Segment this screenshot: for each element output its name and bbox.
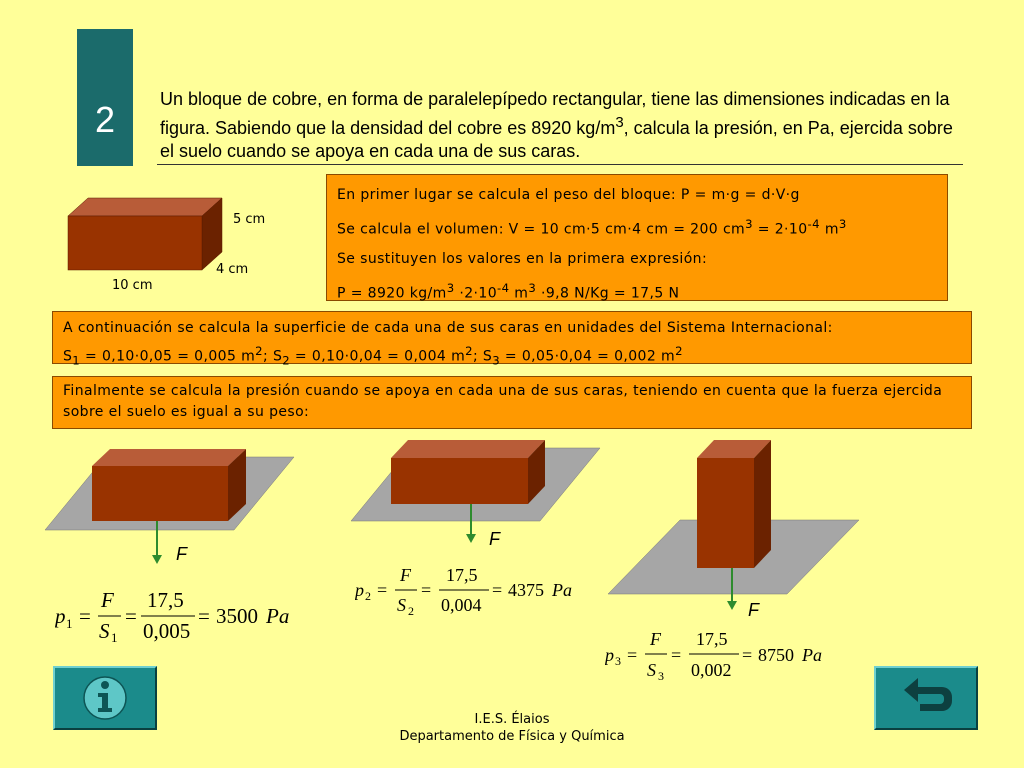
force-label-3: F <box>748 600 759 620</box>
svg-text:=: = <box>421 580 432 600</box>
problem-statement: Un bloque de cobre, en forma de paralelepípedo rectangular, tiene las dimensiones indicadas en la figura. Sabiendo que la densidad del cobre es 8920 $kg/m^3$, calcula la presión, en Pa, ejercida sobre el suelo cuando se apoya en cada una de sus caras. <box>160 89 953 161</box>
svg-text:=: = <box>377 580 388 600</box>
value-numerator: 17,5 <box>446 565 478 585</box>
step1-line2: Se calcula el volumen: V = 10 cm·5 cm·4 cm = 200 $cm^3 = 2\cdot 10^{-4}$ $m^3$ <box>337 217 847 238</box>
surface-subscript: 1 <box>111 630 118 645</box>
brick-side-face <box>754 440 771 568</box>
pressure-formula-3 <box>605 623 855 685</box>
value-numerator: 17,5 <box>147 588 184 612</box>
dimension-height: 5 cm <box>233 212 266 227</box>
pressure-subscript: 2 <box>365 589 371 603</box>
svg-text:=: = <box>492 580 503 600</box>
pressure-subscript: 3 <box>615 654 621 668</box>
surface-denominator: S <box>397 595 406 615</box>
pressure-result: 8750 <box>758 645 794 665</box>
pressure-unit: Pa <box>802 645 822 665</box>
scene-3-brick-on-plane <box>605 436 865 616</box>
pressure-result: 3500 <box>216 604 258 628</box>
force-arrow-head <box>466 534 476 543</box>
step2-line1: A continuación se calcula la superficie de cada una de sus caras en unidades del Sistema Internacional: <box>63 320 833 336</box>
problem-number: 2 <box>94 99 116 140</box>
pressure-formula-1 <box>55 585 315 649</box>
pressure-intro-box <box>52 376 972 429</box>
info-icon <box>55 668 155 728</box>
brick-dimensions-figure <box>60 192 260 292</box>
brick-front-face <box>697 458 754 568</box>
divider <box>157 164 963 165</box>
surface-calculation-box <box>52 311 972 368</box>
pressure-unit: Pa <box>266 604 290 628</box>
svg-text:=: = <box>125 604 137 628</box>
force-arrow-head <box>152 555 162 564</box>
step1-line3: Se sustituyen los valores en la primera expresión: <box>337 250 708 267</box>
pressure-subscript: 1 <box>66 616 73 631</box>
footer-department: Departamento de Física y Química <box>399 729 625 744</box>
brick-top-face <box>92 449 246 466</box>
pressure-symbol: p <box>355 580 364 600</box>
svg-text:=: = <box>742 645 753 665</box>
svg-text:=: = <box>79 604 91 628</box>
surface-subscript: 2 <box>408 604 414 618</box>
brick-top-face <box>391 440 545 458</box>
svg-text:=: = <box>198 604 210 628</box>
brick-front-face <box>391 458 528 504</box>
brick-front-face <box>68 216 202 270</box>
force-arrow-head <box>727 601 737 610</box>
pressure-result: 4375 <box>508 580 544 600</box>
pressure-symbol: p <box>55 604 66 628</box>
force-numerator: F <box>650 629 661 649</box>
dimension-depth: 4 cm <box>216 262 249 277</box>
value-denominator: 0,002 <box>691 660 732 680</box>
pressure-formula-2 <box>355 560 605 622</box>
return-arrow-icon <box>876 668 976 728</box>
surface-subscript: 3 <box>658 669 664 683</box>
step1-line1: En primer lugar se calcula el peso del bloque: P = m·g = d·V·g <box>337 187 800 203</box>
force-label-1: F <box>176 544 187 564</box>
force-numerator: F <box>400 565 411 585</box>
problem-number-badge <box>77 29 133 166</box>
force-numerator: F <box>101 588 114 612</box>
svg-text:=: = <box>627 645 638 665</box>
brick-front-face <box>92 466 228 521</box>
back-button[interactable] <box>874 666 978 730</box>
info-button[interactable] <box>53 666 157 730</box>
surface-denominator: S <box>99 619 110 643</box>
svg-text:=: = <box>671 645 682 665</box>
pressure-unit: Pa <box>552 580 572 600</box>
footer-school: I.E.S. Élaios <box>474 712 550 727</box>
dimension-length: 10 cm <box>112 278 153 293</box>
scene-2-brick-on-plane <box>348 436 608 551</box>
force-label-2: F <box>489 529 500 549</box>
pressure-symbol: p <box>605 645 614 665</box>
value-numerator: 17,5 <box>696 629 728 649</box>
weight-calculation-box <box>326 174 948 301</box>
step1-line4: P = 8920 $kg/m^3 \cdot 2\cdot 10^{-4}$ $m^3 \cdot 9,8$ N/Kg = 17,5 N <box>337 280 680 302</box>
value-denominator: 0,004 <box>441 595 482 615</box>
step2-line2: $S_1 = 0,10\cdot 0,05 = 0,005$ $m^2$; $S_2 = 0,10\cdot 0,04 = 0,004$ $m^2$; $S_3 = 0,05\cdot 0,04 = 0,002$ $m^2$ <box>63 344 683 368</box>
scene-1-brick-on-plane <box>40 445 300 570</box>
surface-denominator: S <box>647 660 656 680</box>
brick-top-face <box>68 198 222 216</box>
step3-text: Finalmente se calcula la presión cuando se apoya en cada una de sus caras, teniendo en cuenta que la fuerza ejercida sobre el suelo es igual a su peso: <box>63 383 943 420</box>
value-denominator: 0,005 <box>143 619 191 643</box>
